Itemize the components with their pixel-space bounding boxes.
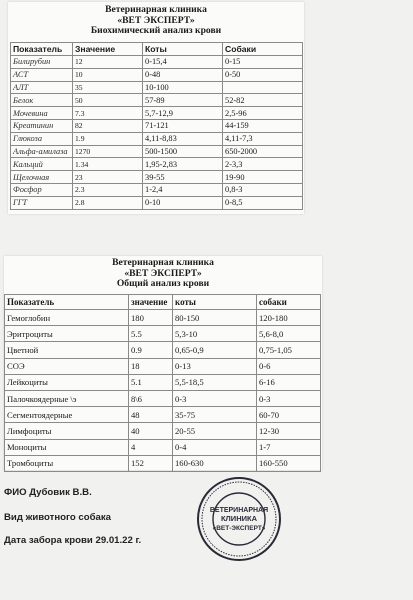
cats-range-cell: 0-48 bbox=[143, 68, 223, 81]
value-cell: 5.5 bbox=[129, 326, 173, 342]
biochem-row bbox=[11, 119, 303, 132]
cbc-row bbox=[5, 455, 321, 471]
indicator-cell: ГГТ bbox=[11, 196, 73, 209]
indicator-cell: Лимфоциты bbox=[5, 423, 129, 439]
biochem-clinic: Ветеринарная клиника bbox=[105, 4, 207, 15]
dogs-range-cell: 2-3,3 bbox=[223, 158, 303, 171]
cats-range-cell: 500-1500 bbox=[143, 145, 223, 158]
col-header: Показатель bbox=[5, 295, 129, 310]
biochem-row bbox=[11, 81, 303, 94]
biochem-row bbox=[11, 183, 303, 196]
cats-range-cell: 10-100 bbox=[143, 81, 223, 94]
dogs-range-cell: 0,8-3 bbox=[223, 183, 303, 196]
indicator-cell: АЛТ bbox=[11, 81, 73, 94]
biochem-table bbox=[10, 42, 303, 210]
indicator-cell: Глюкоза bbox=[11, 132, 73, 145]
cats-range-cell: 0,65-0,9 bbox=[173, 342, 257, 358]
indicator-cell: Кальций bbox=[11, 158, 73, 171]
value-cell: 0.9 bbox=[129, 342, 173, 358]
indicator-cell: Фосфор bbox=[11, 183, 73, 196]
dogs-range-cell: 12-30 bbox=[257, 423, 321, 439]
biochem-clinic-name: «ВЕТ ЭКСПЕРТ» bbox=[117, 14, 195, 26]
biochem-row bbox=[11, 132, 303, 145]
col-header: Показатель bbox=[11, 43, 73, 56]
dogs-range-cell: 44-159 bbox=[223, 119, 303, 132]
value-cell: 2.8 bbox=[73, 196, 143, 209]
animal-species: Вид животного собака bbox=[4, 512, 112, 523]
owner-name: ФИО Дубовик В.В. bbox=[4, 487, 92, 498]
dogs-range-cell: 60-70 bbox=[257, 407, 321, 423]
indicator-cell: Лейкоциты bbox=[5, 374, 129, 390]
value-cell: 1.9 bbox=[73, 132, 143, 145]
cbc-row bbox=[5, 390, 321, 406]
cats-range-cell: 35-75 bbox=[173, 407, 257, 423]
value-cell: 152 bbox=[129, 455, 173, 471]
biochem-row bbox=[11, 107, 303, 120]
indicator-cell: АСТ bbox=[11, 68, 73, 81]
indicator-cell: Цветной bbox=[5, 342, 129, 358]
dogs-range-cell: 52-82 bbox=[223, 94, 303, 107]
value-cell: 4 bbox=[129, 439, 173, 455]
dogs-range-cell: 0-15 bbox=[223, 56, 303, 69]
indicator-cell: Тромбоциты bbox=[5, 455, 129, 471]
col-header: Коты bbox=[143, 43, 223, 56]
dogs-range-cell: 120-180 bbox=[257, 310, 321, 326]
value-cell: 48 bbox=[129, 407, 173, 423]
cbc-sheet bbox=[4, 256, 322, 470]
biochem-title: Биохимический анализ крови bbox=[90, 25, 222, 36]
dogs-range-cell: 2,5-96 bbox=[223, 107, 303, 120]
value-cell: 1.34 bbox=[73, 158, 143, 171]
cats-range-cell: 57-89 bbox=[143, 94, 223, 107]
dogs-range-cell bbox=[223, 81, 303, 94]
cats-range-cell: 0-13 bbox=[173, 358, 257, 374]
dogs-range-cell: 0,75-1,05 bbox=[257, 342, 321, 358]
biochem-row bbox=[11, 145, 303, 158]
cats-range-cell: 0-10 bbox=[143, 196, 223, 209]
col-header: коты bbox=[173, 295, 257, 310]
cats-range-cell: 20-55 bbox=[173, 423, 257, 439]
indicator-cell: Белок bbox=[11, 94, 73, 107]
cats-range-cell: 5,3-10 bbox=[173, 326, 257, 342]
indicator-cell: Сегментоядерные bbox=[5, 407, 129, 423]
cbc-row bbox=[5, 342, 321, 358]
value-cell: 35 bbox=[73, 81, 143, 94]
col-header: Значение bbox=[73, 43, 143, 56]
dogs-range-cell: 650-2000 bbox=[223, 145, 303, 158]
cats-range-cell: 1-2,4 bbox=[143, 183, 223, 196]
cbc-header bbox=[4, 256, 322, 290]
value-cell: 2.3 bbox=[73, 183, 143, 196]
cbc-row bbox=[5, 423, 321, 439]
cbc-row bbox=[5, 439, 321, 455]
dogs-range-cell: 160-550 bbox=[257, 455, 321, 471]
cats-range-cell: 5,7-12,9 bbox=[143, 107, 223, 120]
indicator-cell: Мочевина bbox=[11, 107, 73, 120]
dogs-range-cell: 0-3 bbox=[257, 390, 321, 406]
stamp-line2: КЛИНИКА bbox=[220, 514, 258, 523]
indicator-cell: СОЭ bbox=[5, 358, 129, 374]
cats-range-cell: 5,5-18,5 bbox=[173, 374, 257, 390]
cbc-title: Общий анализ крови bbox=[116, 278, 210, 289]
biochem-row bbox=[11, 56, 303, 69]
indicator-cell: Альфа-амилаза bbox=[11, 145, 73, 158]
indicator-cell: Креатинин bbox=[11, 119, 73, 132]
cbc-row bbox=[5, 407, 321, 423]
indicator-cell: Эритроциты bbox=[5, 326, 129, 342]
cbc-header-row bbox=[5, 295, 321, 310]
cats-range-cell: 39-55 bbox=[143, 171, 223, 184]
value-cell: 40 bbox=[129, 423, 173, 439]
cbc-row bbox=[5, 310, 321, 326]
biochem-row bbox=[11, 94, 303, 107]
indicator-cell: Моноциты bbox=[5, 439, 129, 455]
biochem-sheet bbox=[8, 2, 304, 214]
indicator-cell: Гемоглобин bbox=[5, 310, 129, 326]
value-cell: 23 bbox=[73, 171, 143, 184]
biochem-row bbox=[11, 196, 303, 209]
value-cell: 5.1 bbox=[129, 374, 173, 390]
biochem-header bbox=[8, 2, 304, 37]
value-cell: 82 bbox=[73, 119, 143, 132]
cbc-clinic: Ветеринарная клиника bbox=[112, 257, 214, 268]
indicator-cell: Палочкоядерные \э bbox=[5, 390, 129, 406]
col-header: значение bbox=[129, 295, 173, 310]
dogs-range-cell: 0-50 bbox=[223, 68, 303, 81]
cbc-table bbox=[4, 294, 321, 472]
clinic-stamp bbox=[196, 476, 282, 562]
dogs-range-cell: 5,6-8,0 bbox=[257, 326, 321, 342]
indicator-cell: Билирубин bbox=[11, 56, 73, 69]
blood-draw-date: Дата забора крови 29.01.22 г. bbox=[4, 535, 142, 546]
value-cell: 1270 bbox=[73, 145, 143, 158]
dogs-range-cell: 0-8,5 bbox=[223, 196, 303, 209]
cats-range-cell: 4,11-8,83 bbox=[143, 132, 223, 145]
value-cell: 10 bbox=[73, 68, 143, 81]
value-cell: 180 bbox=[129, 310, 173, 326]
dogs-range-cell: 6-16 bbox=[257, 374, 321, 390]
biochem-row bbox=[11, 171, 303, 184]
value-cell: 50 bbox=[73, 94, 143, 107]
biochem-row bbox=[11, 158, 303, 171]
col-header: Собаки bbox=[223, 43, 303, 56]
cbc-row bbox=[5, 374, 321, 390]
indicator-cell: Щелочная bbox=[11, 171, 73, 184]
cats-range-cell: 160-630 bbox=[173, 455, 257, 471]
dogs-range-cell: 19-90 bbox=[223, 171, 303, 184]
cats-range-cell: 80-150 bbox=[173, 310, 257, 326]
biochem-body bbox=[11, 56, 303, 210]
stamp-line3: «ВЕТ-ЭКСПЕРТ» bbox=[212, 525, 266, 532]
cats-range-cell: 0-3 bbox=[173, 390, 257, 406]
cats-range-cell: 0-4 bbox=[173, 439, 257, 455]
biochem-header-row bbox=[11, 43, 303, 56]
biochem-row bbox=[11, 68, 303, 81]
value-cell: 7.3 bbox=[73, 107, 143, 120]
dogs-range-cell: 1-7 bbox=[257, 439, 321, 455]
cbc-row bbox=[5, 326, 321, 342]
cbc-row bbox=[5, 358, 321, 374]
cats-range-cell: 71-121 bbox=[143, 119, 223, 132]
cbc-body bbox=[5, 310, 321, 472]
value-cell: 12 bbox=[73, 56, 143, 69]
dogs-range-cell: 4,11-7,3 bbox=[223, 132, 303, 145]
col-header: собаки bbox=[257, 295, 321, 310]
value-cell: 8\6 bbox=[129, 390, 173, 406]
value-cell: 18 bbox=[129, 358, 173, 374]
cbc-clinic-name: «ВЕТ ЭКСПЕРТ» bbox=[124, 267, 202, 279]
dogs-range-cell: 0-6 bbox=[257, 358, 321, 374]
cats-range-cell: 1,95-2,83 bbox=[143, 158, 223, 171]
cats-range-cell: 0-15,4 bbox=[143, 56, 223, 69]
stamp-line1: ВЕТЕРИНАРНАЯ bbox=[209, 507, 269, 514]
